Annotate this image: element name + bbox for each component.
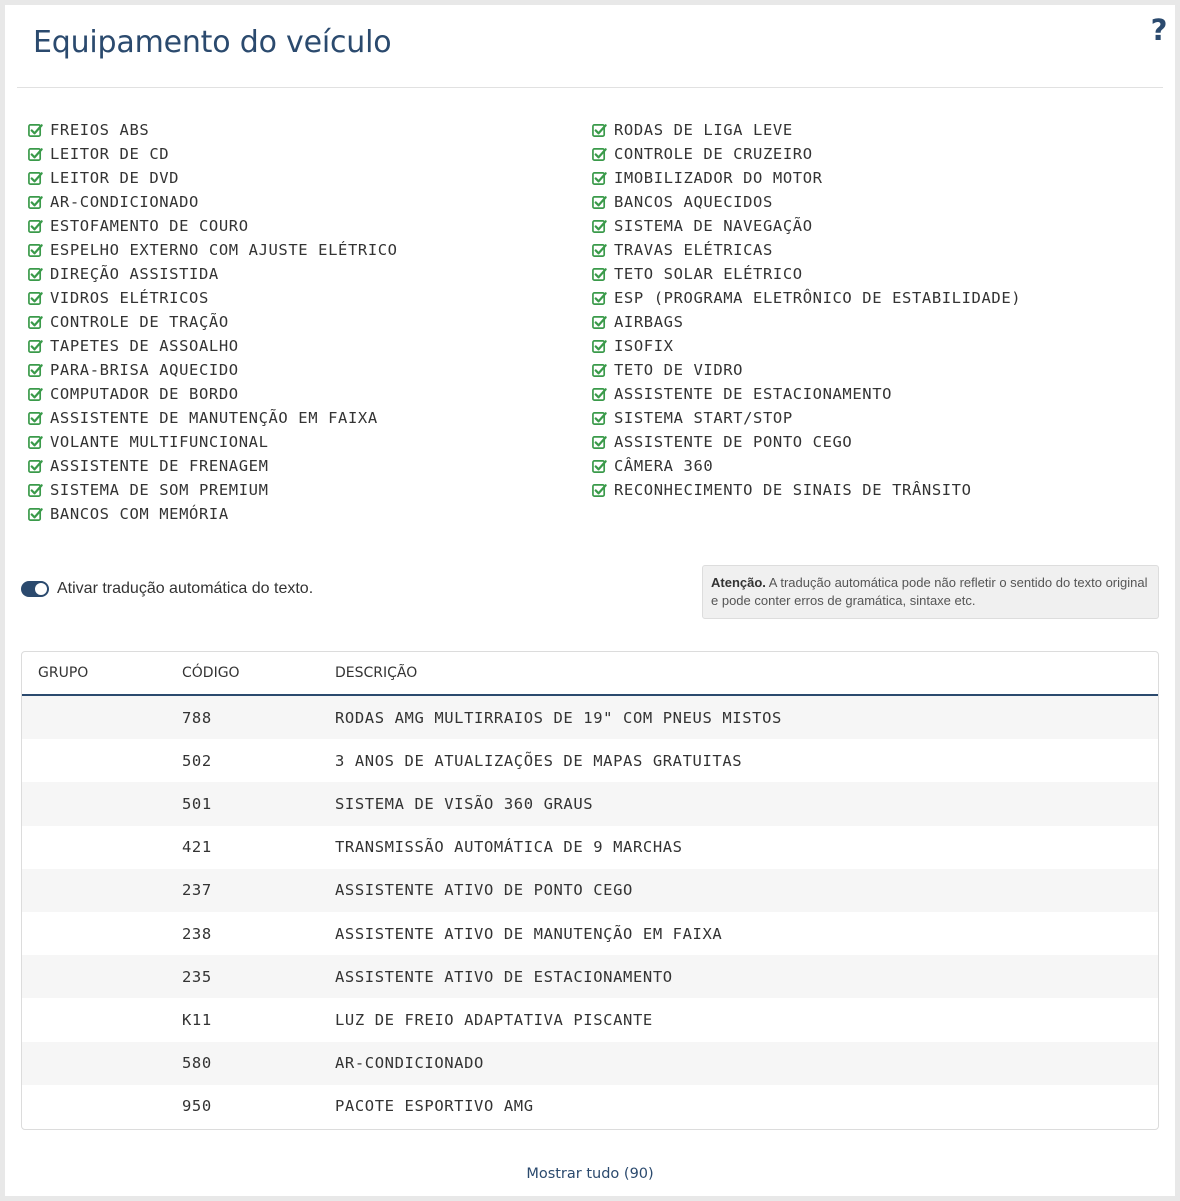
- check-square-icon: [592, 123, 607, 138]
- feature-label: IMOBILIZADOR DO MOTOR: [614, 169, 823, 187]
- translation-toggle[interactable]: [21, 581, 49, 597]
- cell-descricao: ASSISTENTE ATIVO DE PONTO CEGO: [335, 881, 633, 900]
- table-row: [22, 739, 1158, 782]
- feature-label: RODAS DE LIGA LEVE: [614, 121, 793, 139]
- cell-codigo: 950: [182, 1097, 212, 1116]
- translation-toggle-row: [21, 580, 313, 598]
- table-row: [22, 782, 1158, 825]
- cell-codigo: 502: [182, 751, 212, 770]
- feature-item: [28, 502, 592, 526]
- cell-descricao: TRANSMISSÃO AUTOMÁTICA DE 9 MARCHAS: [335, 838, 683, 857]
- check-square-icon: [592, 459, 607, 474]
- check-square-icon: [28, 363, 43, 378]
- feature-label: CONTROLE DE CRUZEIRO: [614, 145, 813, 163]
- check-square-icon: [28, 507, 43, 522]
- check-square-icon: [592, 315, 607, 330]
- notice-text: A tradução automática pode não refletir o sentido do texto original e pode conter erros de gramática, sintaxe etc.: [711, 575, 1148, 608]
- feature-label: FREIOS ABS: [50, 121, 150, 139]
- check-square-icon: [28, 387, 43, 402]
- table-row: [22, 998, 1158, 1041]
- cell-codigo: K11: [182, 1010, 212, 1029]
- feature-label: LEITOR DE CD: [50, 145, 170, 163]
- check-square-icon: [592, 363, 607, 378]
- feature-label: VIDROS ELÉTRICOS: [50, 289, 209, 307]
- cell-codigo: 421: [182, 838, 212, 857]
- divider: [17, 87, 1163, 88]
- check-square-icon: [28, 267, 43, 282]
- check-square-icon: [592, 267, 607, 282]
- feature-item: [28, 310, 592, 334]
- check-square-icon: [592, 171, 607, 186]
- header-codigo[interactable]: CÓDIGO: [182, 665, 240, 681]
- check-square-icon: [592, 147, 607, 162]
- cell-descricao: ASSISTENTE ATIVO DE ESTACIONAMENTO: [335, 967, 673, 986]
- table-row: [22, 1085, 1158, 1128]
- cell-descricao: AR-CONDICIONADO: [335, 1054, 484, 1073]
- feature-label: ASSISTENTE DE PONTO CEGO: [614, 433, 853, 451]
- translation-toggle-label: Ativar tradução automática do texto.: [57, 580, 314, 597]
- check-square-icon: [592, 339, 607, 354]
- table-row: [22, 1042, 1158, 1085]
- feature-item: [592, 166, 1156, 190]
- feature-item: [28, 118, 592, 142]
- check-square-icon: [28, 435, 43, 450]
- feature-item: [28, 478, 592, 502]
- header-grupo[interactable]: GRUPO: [38, 665, 89, 681]
- table-header: [22, 652, 1158, 696]
- feature-label: SISTEMA START/STOP: [614, 409, 793, 427]
- table-row: [22, 869, 1158, 912]
- check-square-icon: [28, 315, 43, 330]
- feature-label: ESTOFAMENTO DE COURO: [50, 217, 249, 235]
- feature-item: [28, 142, 592, 166]
- feature-label: AIRBAGS: [614, 313, 684, 331]
- feature-label: CONTROLE DE TRAÇÃO: [50, 313, 229, 331]
- feature-label: BANCOS AQUECIDOS: [614, 193, 773, 211]
- cell-codigo: 235: [182, 967, 212, 986]
- feature-item: [28, 406, 592, 430]
- table-body: [22, 696, 1158, 1128]
- options-table: [21, 651, 1159, 1130]
- feature-label: ISOFIX: [614, 337, 674, 355]
- feature-item: [592, 430, 1156, 454]
- feature-label: CÂMERA 360: [614, 457, 714, 475]
- check-square-icon: [592, 483, 607, 498]
- feature-item: [28, 262, 592, 286]
- feature-item: [592, 358, 1156, 382]
- cell-descricao: 3 ANOS DE ATUALIZAÇÕES DE MAPAS GRATUITAS: [335, 751, 743, 770]
- check-square-icon: [28, 243, 43, 258]
- feature-item: [28, 166, 592, 190]
- feature-item: [28, 238, 592, 262]
- table-row: [22, 912, 1158, 955]
- feature-item: [592, 118, 1156, 142]
- cell-codigo: 237: [182, 881, 212, 900]
- table-row: [22, 826, 1158, 869]
- feature-item: [28, 190, 592, 214]
- question-icon[interactable]: ?: [1150, 13, 1168, 47]
- feature-label: LEITOR DE DVD: [50, 169, 180, 187]
- feature-item: [28, 334, 592, 358]
- vehicle-equipment-card: [5, 5, 1175, 1196]
- check-square-icon: [28, 123, 43, 138]
- table-row: [22, 696, 1158, 739]
- feature-item: [28, 382, 592, 406]
- feature-item: [28, 454, 592, 478]
- feature-item: [592, 262, 1156, 286]
- cell-descricao: LUZ DE FREIO ADAPTATIVA PISCANTE: [335, 1010, 653, 1029]
- feature-label: AR-CONDICIONADO: [50, 193, 199, 211]
- feature-label: RECONHECIMENTO DE SINAIS DE TRÂNSITO: [614, 481, 972, 499]
- feature-item: [592, 142, 1156, 166]
- check-square-icon: [592, 291, 607, 306]
- feature-item: [592, 310, 1156, 334]
- feature-item: [592, 478, 1156, 502]
- feature-item: [28, 358, 592, 382]
- show-all-link[interactable]: Mostrar tudo (90): [526, 1166, 654, 1182]
- check-square-icon: [28, 459, 43, 474]
- feature-item: [28, 286, 592, 310]
- feature-item: [28, 214, 592, 238]
- notice-title: Atenção.: [711, 575, 766, 590]
- cell-descricao: SISTEMA DE VISÃO 360 GRAUS: [335, 794, 594, 813]
- feature-item: [592, 190, 1156, 214]
- header-descricao[interactable]: DESCRIÇÃO: [335, 665, 418, 681]
- check-square-icon: [28, 195, 43, 210]
- check-square-icon: [28, 411, 43, 426]
- cell-descricao: ASSISTENTE ATIVO DE MANUTENÇÃO EM FAIXA: [335, 924, 723, 943]
- feature-label: TRAVAS ELÉTRICAS: [614, 241, 773, 259]
- check-square-icon: [592, 435, 607, 450]
- feature-label: PARA-BRISA AQUECIDO: [50, 361, 239, 379]
- check-square-icon: [28, 291, 43, 306]
- check-square-icon: [592, 219, 607, 234]
- feature-label: TAPETES DE ASSOALHO: [50, 337, 239, 355]
- feature-item: [592, 406, 1156, 430]
- feature-label: ASSISTENTE DE FRENAGEM: [50, 457, 269, 475]
- feature-label: ASSISTENTE DE MANUTENÇÃO EM FAIXA: [50, 409, 378, 427]
- feature-label: ASSISTENTE DE ESTACIONAMENTO: [614, 385, 893, 403]
- check-square-icon: [28, 171, 43, 186]
- feature-label: SISTEMA DE SOM PREMIUM: [50, 481, 269, 499]
- cell-codigo: 788: [182, 708, 212, 727]
- feature-item: [592, 334, 1156, 358]
- feature-label: COMPUTADOR DE BORDO: [50, 385, 239, 403]
- cell-descricao: RODAS AMG MULTIRRAIOS DE 19" COM PNEUS MISTOS: [335, 708, 782, 727]
- feature-label: TETO SOLAR ELÉTRICO: [614, 265, 803, 283]
- feature-item: [592, 214, 1156, 238]
- cell-codigo: 580: [182, 1054, 212, 1073]
- feature-label: TETO DE VIDRO: [614, 361, 744, 379]
- cell-descricao: PACOTE ESPORTIVO AMG: [335, 1097, 534, 1116]
- check-square-icon: [28, 219, 43, 234]
- check-square-icon: [592, 195, 607, 210]
- feature-label: VOLANTE MULTIFUNCIONAL: [50, 433, 269, 451]
- check-square-icon: [592, 411, 607, 426]
- feature-label: BANCOS COM MEMÓRIA: [50, 505, 229, 523]
- feature-label: SISTEMA DE NAVEGAÇÃO: [614, 217, 813, 235]
- feature-column-right: [592, 118, 1156, 526]
- check-square-icon: [592, 243, 607, 258]
- feature-item: [28, 430, 592, 454]
- cell-codigo: 238: [182, 924, 212, 943]
- feature-label: ESP (PROGRAMA ELETRÔNICO DE ESTABILIDADE): [614, 289, 1022, 307]
- check-square-icon: [28, 339, 43, 354]
- check-square-icon: [592, 387, 607, 402]
- cell-codigo: 501: [182, 794, 212, 813]
- table-row: [22, 955, 1158, 998]
- page-title: Equipamento do veículo: [33, 25, 392, 60]
- feature-item: [592, 382, 1156, 406]
- feature-item: [592, 454, 1156, 478]
- feature-item: [592, 238, 1156, 262]
- check-square-icon: [28, 147, 43, 162]
- feature-column-left: [28, 118, 592, 526]
- translation-notice: [702, 565, 1159, 619]
- feature-list: [28, 118, 1168, 526]
- feature-label: DIREÇÃO ASSISTIDA: [50, 265, 219, 283]
- feature-item: [592, 286, 1156, 310]
- check-square-icon: [28, 483, 43, 498]
- feature-label: ESPELHO EXTERNO COM AJUSTE ELÉTRICO: [50, 241, 398, 259]
